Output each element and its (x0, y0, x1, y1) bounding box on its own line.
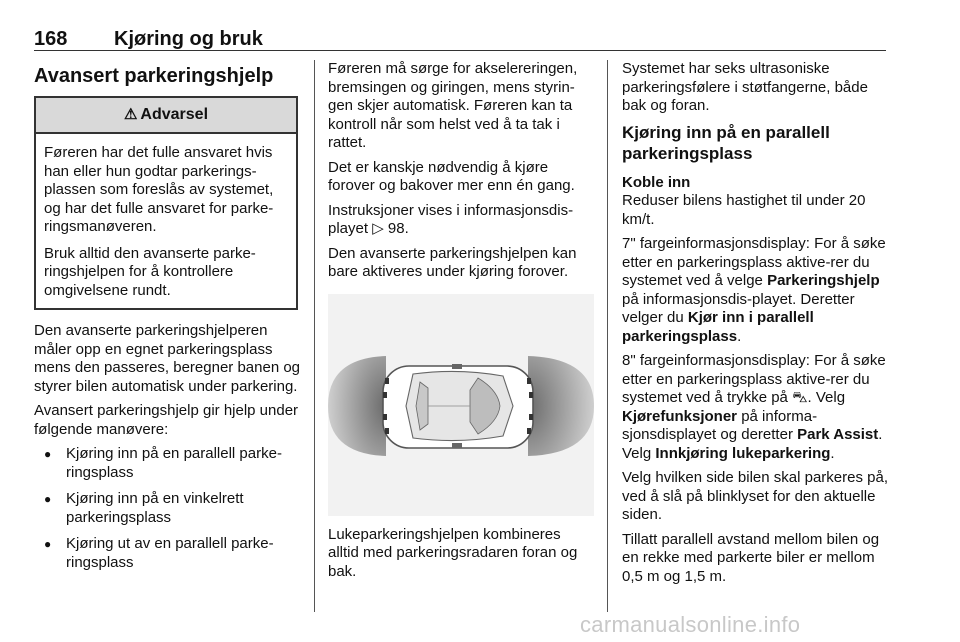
car-sensor-illustration (328, 294, 594, 516)
paragraph-text: Instruksjoner vises i informasjonsdis-playet (328, 201, 574, 237)
list-item: ● Kjøring inn på en parallell parke-ringsplass (34, 445, 300, 482)
warning-title: Advarsel (140, 105, 209, 123)
paragraph: Den avanserte parkeringshjelperen måler opp en egnet parkeringsplass mens den passeres, beregner banen og styrer bilen automatisk under parkering. (34, 322, 301, 395)
car-icon: ⛍ (792, 389, 808, 406)
menu-term: Kjørefunksjoner (622, 407, 738, 425)
warning-header (36, 98, 296, 134)
paragraph (328, 202, 594, 239)
page-header (34, 28, 886, 52)
warning-triangle-icon: ⚠ (123, 105, 138, 123)
menu-term: Parkeringshjelp (767, 272, 880, 289)
column-1 (34, 60, 300, 580)
car-top-view (383, 364, 533, 448)
subsection-title: Kjøring inn på en parallell parkeringsplass (622, 122, 830, 163)
maneuver-list (34, 445, 300, 572)
warning-body (36, 134, 296, 308)
watermark: carmanualsonline.info (580, 612, 801, 637)
paragraph: Det er kanskje nødvendig å kjøre forover og bakover mer enn én gang. (328, 158, 575, 194)
paragraph: Den avanserte parkeringshjelpen kan bare aktiveres under kjøring forover. (328, 244, 577, 280)
paragraph: Tillatt parallell avstand mellom bilen og en rekke med parkerte biler er mellom 0,5 m og 1,5 m. (622, 530, 880, 585)
paragraph: 7" fargeinformasjonsdisplay: For å søke etter en parkeringsplass aktive-rer du systemet ved å velge Parkeringshjelp på informasjonsdis-playet. Deretter velger du Kjør inn i parallell parkeringsplass. (622, 235, 886, 345)
paragraph: Føreren må sørge for akselereringen, bremsingen og giringen, mens styrin-gen skjer automatisk. Føreren kan ta kontroll når som helst ved å ta tak i rattet. (328, 60, 578, 151)
paragraph: Velg hvilken side bilen skal parkeres på, ved å slå på blinklyset for den aktuelle siden. (622, 469, 888, 523)
list-item: ● Kjøring inn på en vinkelrett parkeringsplass (34, 490, 300, 527)
column-2 (328, 60, 594, 587)
paragraph: Reduser bilens hastighet til under 20 km/t. (622, 192, 866, 228)
menu-term: Innkjøring lukeparkering (655, 444, 831, 462)
section-title: Avansert parkeringshjelp (34, 65, 274, 87)
paragraph: 8" fargeinformasjonsdisplay: For å søke etter en parkeringsplass aktive-rer du systemet ved å trykke på ⛍. Velg Kjørefunksjoner på informa-sjonsdisplayet og deretter Park Assist. Velg Innkjøring lukeparkering. (622, 352, 886, 462)
rear-sensor-field (328, 356, 386, 456)
warning-box (34, 96, 298, 310)
page-reference[interactable]: 98. (387, 220, 409, 237)
paragraph: Avansert parkeringshjelp gir hjelp under følgende manøvere: (34, 402, 299, 438)
paragraph: Systemet har seks ultrasoniske parkeringsfølere i støtfangerne, både bak og foran. (622, 60, 868, 114)
column-3 (622, 60, 888, 592)
header-divider (34, 50, 886, 51)
menu-term: Park Assist (797, 426, 879, 443)
page-reference-icon: ▷ (372, 220, 384, 237)
column-divider (607, 60, 608, 612)
menu-term: Kjør inn i parallell parkeringsplass (622, 309, 814, 345)
chapter-title: Kjøring og bruk (114, 28, 263, 50)
list-item: ● Kjøring ut av en parallell parke-ringsplass (34, 535, 300, 572)
page-number: 168 (34, 28, 68, 50)
front-sensor-field (528, 356, 594, 456)
figure-caption: Lukeparkeringshjelpen kombineres alltid med parkeringsradaren foran og bak. (328, 525, 578, 580)
warning-text-1: Føreren har det fulle ansvaret hvis han eller hun godtar parkerings-plassen som foreslås av systemet, og har det fulle ansvaret for parke-ringsmanøveren. (44, 144, 274, 235)
car-illustration-svg (328, 294, 594, 516)
column-divider (314, 60, 315, 612)
warning-text-2: Bruk alltid den avanserte parke-ringshjelpen for å kontrollere omgivelsene rundt. (44, 244, 256, 299)
minor-heading: Koble inn (622, 173, 691, 191)
